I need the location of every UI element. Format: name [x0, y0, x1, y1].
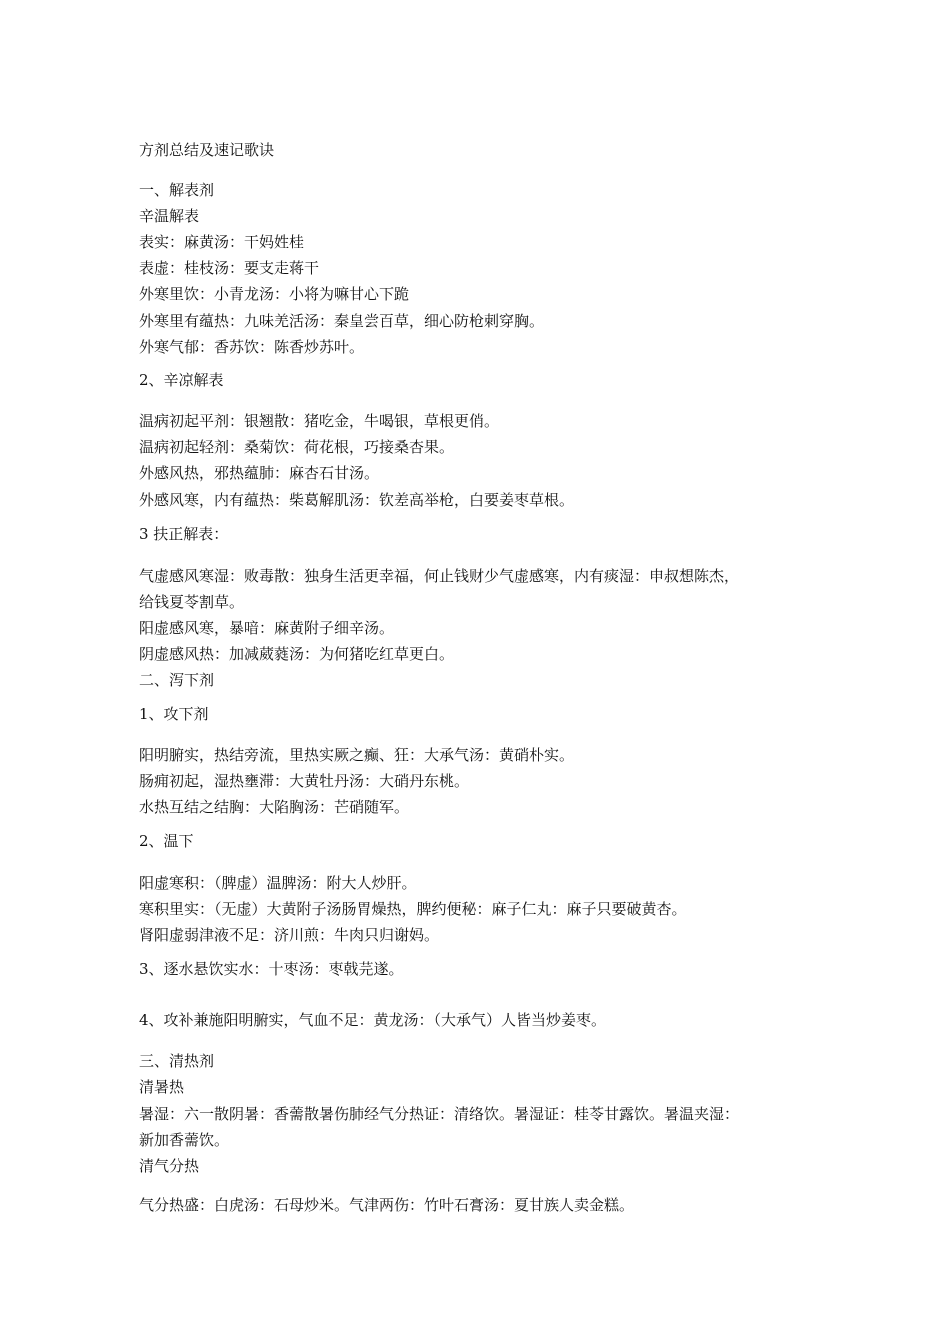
text-line: 暑湿：六一散阴暑：香薷散暑伤肺经气分热证：清络饮。暑湿证：桂苓甘露饮。暑温夹湿：	[139, 1105, 740, 1123]
subsection-heading: 清气分热	[139, 1157, 200, 1175]
text-line: 寒积里实：（无虚）大黄附子汤肠胃燥热，脾约便秘：麻子仁丸：麻子只要破黄杏。	[139, 900, 687, 918]
subsection-heading: 2、辛凉解表	[139, 371, 224, 389]
document-title: 方剂总结及速记歌诀	[139, 141, 275, 159]
text-line: 温病初起平剂：银翘散：猪吃金，牛喝银，草根更俏。	[139, 412, 500, 430]
text-line: 表实：麻黄汤：干妈姓桂	[139, 233, 305, 251]
subsection-heading: 4、攻补兼施阳明腑实，气血不足：黄龙汤：（大承气）人皆当炒姜枣。	[139, 1011, 607, 1029]
text-line: 阳虚感风寒，暴喑：麻黄附子细辛汤。	[139, 619, 395, 637]
text-line: 肠痈初起，湿热壅滞：大黄牡丹汤：大硝丹东桃。	[139, 772, 470, 790]
text-line: 外寒里饮：小青龙汤：小将为嘛甘心下跪	[139, 285, 410, 303]
text-line: 外感风寒，内有蕴热：柴葛解肌汤：钦差高举枪，白要姜枣草根。	[139, 491, 575, 509]
text-line: 气分热盛：白虎汤：石母炒米。气津两伤：竹叶石膏汤：夏甘族人卖金糕。	[139, 1196, 635, 1214]
subsection-heading: 辛温解表	[139, 207, 200, 225]
text-line: 阳虚寒积：（脾虚）温脾汤：附大人炒肝。	[139, 874, 417, 892]
section-heading: 二、泻下剂	[139, 671, 215, 689]
section-heading: 一、解表剂	[139, 181, 215, 199]
text-line: 外寒里有蕴热：九味羌活汤：秦皇尝百草，细心防枪刺穿胸。	[139, 312, 545, 330]
text-line: 新加香薷饮。	[139, 1131, 230, 1149]
text-line: 外寒气郁：香苏饮：陈香炒苏叶。	[139, 338, 365, 356]
subsection-heading: 3 扶正解表：	[139, 525, 229, 543]
subsection-heading: 1、攻下剂	[139, 705, 209, 723]
text-line: 给钱夏苓割草。	[139, 593, 245, 611]
text-line: 阳明腑实，热结旁流，里热实厥之癫、狂：大承气汤：黄硝朴实。	[139, 746, 575, 764]
text-line: 温病初起轻剂：桑菊饮：荷花根，巧接桑杏果。	[139, 438, 455, 456]
text-line: 阴虚感风热：加减葳蕤汤：为何猪吃红草更白。	[139, 645, 455, 663]
subsection-heading: 3、逐水悬饮实水：十枣汤：枣戟芫遂。	[139, 960, 404, 978]
subsection-heading: 2、温下	[139, 832, 194, 850]
subsection-heading: 清暑热	[139, 1078, 185, 1096]
section-heading: 三、清热剂	[139, 1052, 215, 1070]
text-line: 肾阳虚弱津液不足：济川煎：牛肉只归谢妈。	[139, 926, 440, 944]
text-line: 外感风热，邪热蕴肺：麻杏石甘汤。	[139, 464, 380, 482]
text-line: 表虚：桂枝汤：要支走蒋干	[139, 259, 320, 277]
text-line: 气虚感风寒湿：败毒散：独身生活更幸福，何止钱财少气虚感寒，内有痰湿：申叔想陈杰，	[139, 567, 740, 585]
text-line: 水热互结之结胸：大陷胸汤：芒硝随军。	[139, 798, 410, 816]
